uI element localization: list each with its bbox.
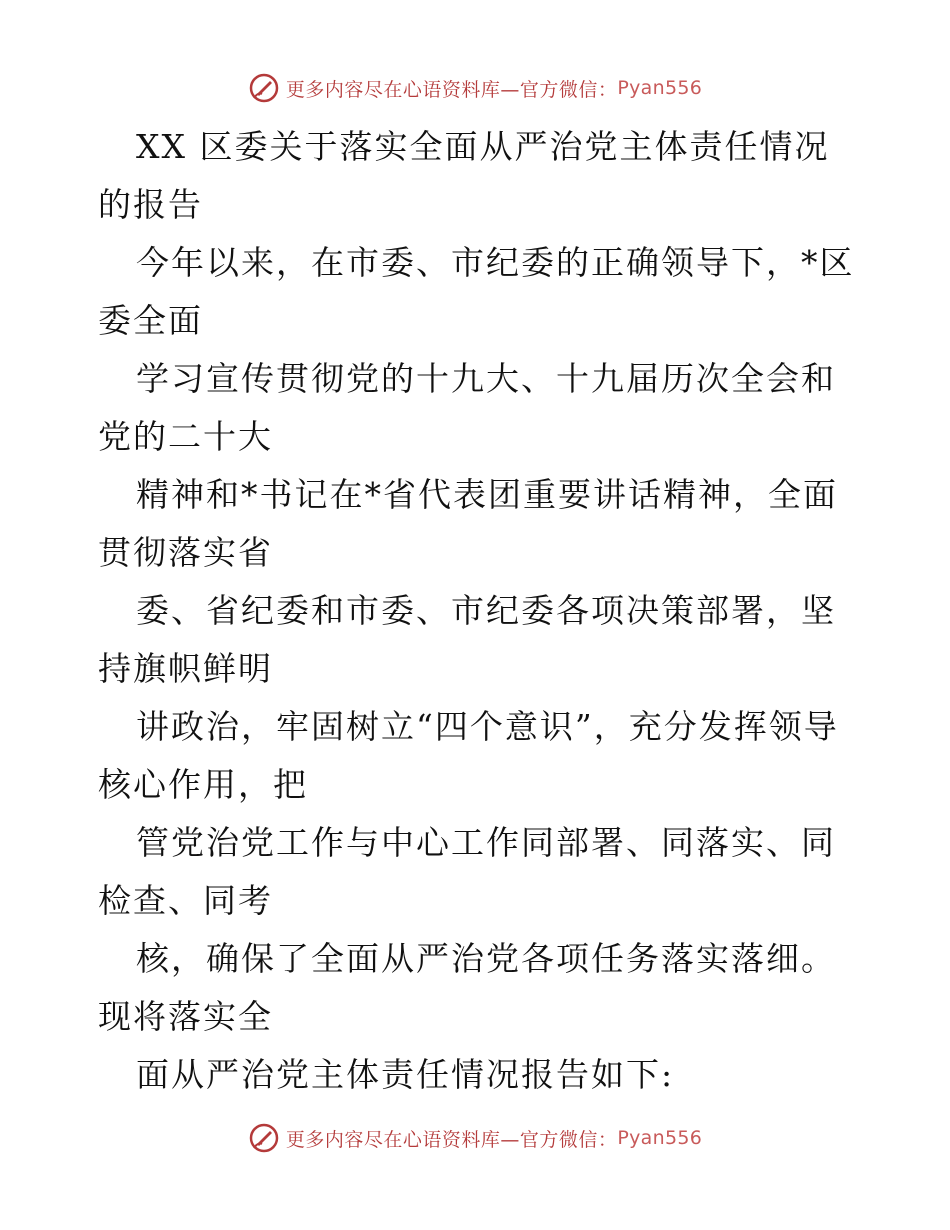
document-title: XX 区委关于落实全面从严治党主体责任情况的报告 xyxy=(98,127,830,224)
watermark-account: Pyan556 xyxy=(617,1127,703,1149)
paragraph: 学习宣传贯彻党的十九大、十九届历次全会和党的二十大 xyxy=(98,359,836,456)
watermark-text: 更多内容尽在心语资料库—官方微信： xyxy=(285,78,618,101)
watermark-account: Pyan556 xyxy=(617,77,703,99)
quill-seal-icon xyxy=(248,72,280,104)
paragraph: 精神和*书记在*省代表团重要讲话精神，全面贯彻落实省 xyxy=(98,475,838,572)
quill-seal-icon xyxy=(248,1122,280,1154)
paragraph: 面从严治党主体责任情况报告如下: xyxy=(136,1055,675,1094)
paragraph: 今年以来，在市委、市纪委的正确领导下，*区委全面 xyxy=(98,243,855,340)
paragraph: 核，确保了全面从严治党各项任务落实落细。现将落实全 xyxy=(98,939,836,1036)
document-body xyxy=(98,118,858,1104)
paragraph: 管党治党工作与中心工作同部署、同落实、同检查、同考 xyxy=(98,823,836,920)
watermark-text: 更多内容尽在心语资料库—官方微信： xyxy=(285,1128,618,1151)
watermark-footer xyxy=(0,1122,950,1154)
paragraph: 委、省纪委和市委、市纪委各项决策部署，坚持旗帜鲜明 xyxy=(98,591,836,688)
watermark-header xyxy=(0,72,950,104)
paragraph: 讲政治，牢固树立“四个意识”，充分发挥领导核心作用，把 xyxy=(98,707,839,804)
